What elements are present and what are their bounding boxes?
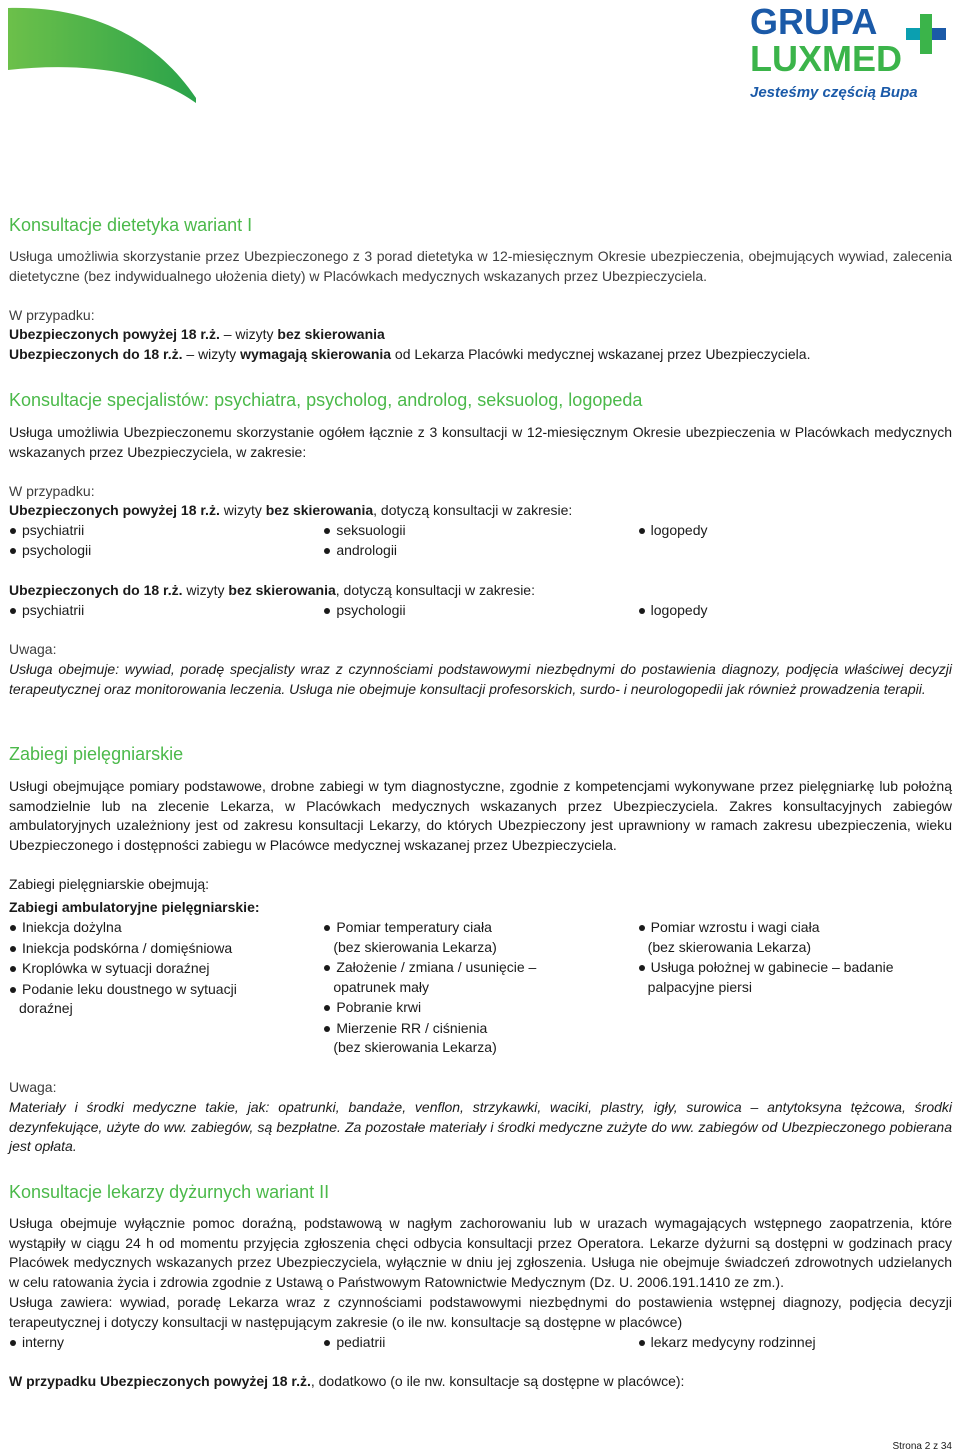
list-item: Iniekcja dożylna bbox=[9, 918, 323, 938]
subheading: Zabiegi ambulatoryjne pielęgniarskie: bbox=[9, 899, 260, 915]
list-item: Iniekcja podskórna / domięśniowa bbox=[9, 939, 323, 959]
list-item: Usługa położnej w gabinecie – badanie palpacyjne piersi bbox=[638, 958, 952, 997]
list-item: logopedy bbox=[638, 601, 952, 621]
nursing-procedures-list bbox=[9, 918, 952, 1058]
list-item: Podanie leku doustnego w sytuacji doraźnej bbox=[9, 980, 323, 1019]
list-item: Kroplówka w sytuacji doraźnej bbox=[9, 959, 323, 979]
section-body: Usługi obejmujące pomiary podstawowe, drobne zabiegi w tym diagnostyczne, zgodnie z kompetencjami wykonywane przez pielęgniarkę lub położną samodzielnie lub na zlecenie Lekarza, w Placówkach medycznych wskazanych przez Ubezpieczyciela. Zakres konsultacyjnych zabiegów ambulatoryjnych uzależniony jest od zakresu konsultacji Lekarzy, do których Ubezpieczony jest uprawniony w ramach zakresu ubezpieczenia, wieku Ubezpieczonego i dostępności zabiegu w Placówce medycznej wskazanej przez Ubezpieczyciela. bbox=[9, 778, 952, 853]
case-label: W przypadku: bbox=[9, 483, 95, 499]
minor-scope-list bbox=[9, 601, 952, 621]
corner-swoosh-graphic bbox=[0, 0, 200, 110]
list-item: lekarz medycyny rodzinnej bbox=[638, 1333, 952, 1353]
cross-icon bbox=[902, 12, 952, 60]
list-item: logopedy bbox=[638, 521, 952, 541]
note-text: Usługa obejmuje: wywiad, poradę specjalisty wraz z czynnościami podstawowymi niezbędnymi do postawienia diagnozy, podjęcia właściwej decyzji terapeutycznej oraz monitorowania leczenia. Usługa nie obejmuje konsultacji profesorskich, surdo- i neurologopedii jak również prowadzenia terapii. bbox=[9, 661, 952, 697]
adult-scope-list bbox=[9, 521, 952, 560]
list-item: psychiatrii bbox=[9, 601, 323, 621]
rule-minors: Ubezpieczonych do 18 r.ż. – wizyty wymagają skierowania od Lekarza Placówki medycznej wskazanej przez Ubezpieczyciela. bbox=[9, 346, 811, 362]
section-body: Usługa umożliwia skorzystanie przez Ubezpieczonego z 3 porad dietetyka w 12-miesięcznym Okresie ubezpieczenia, obejmujących wywiad, zalecenia dietetyczne (bez indywidualnego ułożenia diety) w Placówkach medycznych wskazanych przez Ubezpieczyciela. bbox=[9, 248, 952, 284]
section-body-2: Usługa zawiera: wywiad, poradę Lekarza wraz z czynnościami podstawowymi niezbędnymi do postawienia wstępnej diagnozy, podjęcia decyzji terapeutycznej i dotyczy konsultacji w następującym zakresie (o ile nw. konsultacje są dostępne w placówce) bbox=[9, 1294, 952, 1330]
section-title: Zabiegi pielęgniarskie bbox=[9, 744, 184, 764]
rule-adults: Ubezpieczonych powyżej 18 r.ż. – wizyty bez skierowania bbox=[9, 326, 385, 342]
section-title: Konsultacje dietetyka wariant I bbox=[9, 215, 253, 235]
logo-line1: GRUPA bbox=[750, 1, 878, 42]
company-logo bbox=[748, 2, 958, 106]
note-text: Materiały i środki medyczne takie, jak: opatrunki, bandaże, venflon, strzykawki, waciki, plastry, igły, surowica – antytoksyna tężcowa, środki dezynfekujące, użyte do ww. zabiegów, są bezpłatne. Za pozostałe materiały i środki medyczne zużyte do ww. zabiegów od Ubezpieczonego pobierana jest opłata. bbox=[9, 1099, 952, 1154]
section-body: Usługa obejmuje wyłącznie pomoc doraźną, podstawową w nagłym zachorowaniu lub w urazach wymagających wstępnego zaopatrzenia, które wystąpiły w ciągu 24 h od momentu przyjęcia zgłoszenia chęci odbycia konsultacji przez Operatora. Lekarze dyżurni są dostępni w godzinach pracy Placówek medycznych wskazanych przez Ubezpieczyciela, wyłącznie w dniu jej zgłoszenia. Usługa nie obejmuje świadczeń zdrowotnych udzielanych w celu ratowania życia i zdrowia zgodnie z Ustawą o Państwowym Ratownictwie Medycznym (Dz. U. 2006.191.1410 ze zm.). bbox=[9, 1215, 952, 1290]
list-item: psychologii bbox=[323, 601, 637, 621]
list-item: Pobranie krwi bbox=[323, 998, 637, 1018]
includes-label: Zabiegi pielęgniarskie obejmują: bbox=[9, 876, 210, 892]
rule-minors: Ubezpieczonych do 18 r.ż. wizyty bez skierowania, dotyczą konsultacji w zakresie: bbox=[9, 582, 535, 598]
note-label: Uwaga: bbox=[9, 1079, 57, 1095]
rule-adults: Ubezpieczonych powyżej 18 r.ż. wizyty bez skierowania, dotyczą konsultacji w zakresie: bbox=[9, 502, 573, 518]
logo-tagline: Jesteśmy częścią Bupa bbox=[750, 84, 918, 101]
list-item: Założenie / zmiana / usunięcie – opatrunek mały bbox=[323, 958, 637, 997]
list-item: seksuologii bbox=[323, 521, 637, 541]
note-label: Uwaga: bbox=[9, 641, 57, 657]
case-label: W przypadku: bbox=[9, 307, 95, 323]
logo-line2: LUXMED bbox=[750, 38, 902, 79]
section-title: Konsultacje lekarzy dyżurnych wariant II bbox=[9, 1182, 330, 1202]
list-item: pediatrii bbox=[323, 1333, 637, 1353]
duty-doctor-scope-list bbox=[9, 1333, 952, 1353]
rule-adults: W przypadku Ubezpieczonych powyżej 18 r.ż., dodatkowo (o ile nw. konsultacje są dostępne w placówce): bbox=[9, 1373, 685, 1389]
page-number: Strona 2 z 34 bbox=[892, 1441, 952, 1452]
list-item: psychologii bbox=[9, 541, 323, 561]
section-title: Konsultacje specjalistów: psychiatra, psycholog, androlog, seksuolog, logopeda bbox=[9, 390, 643, 410]
list-item: Mierzenie RR / ciśnienia (bez skierowania Lekarza) bbox=[323, 1019, 637, 1058]
list-item: interny bbox=[9, 1333, 323, 1353]
list-item: Pomiar temperatury ciała (bez skierowania Lekarza) bbox=[323, 918, 637, 957]
list-item: psychiatrii bbox=[9, 521, 323, 541]
list-item: Pomiar wzrostu i wagi ciała (bez skierowania Lekarza) bbox=[638, 918, 952, 957]
list-item: andrologii bbox=[323, 541, 637, 561]
section-body: Usługa umożliwia Ubezpieczonemu skorzystanie ogółem łącznie z 3 konsultacji w 12-miesięcznym Okresie ubezpieczenia w Placówkach medycznych wskazanych przez Ubezpieczyciela, w zakresie: bbox=[9, 424, 952, 460]
